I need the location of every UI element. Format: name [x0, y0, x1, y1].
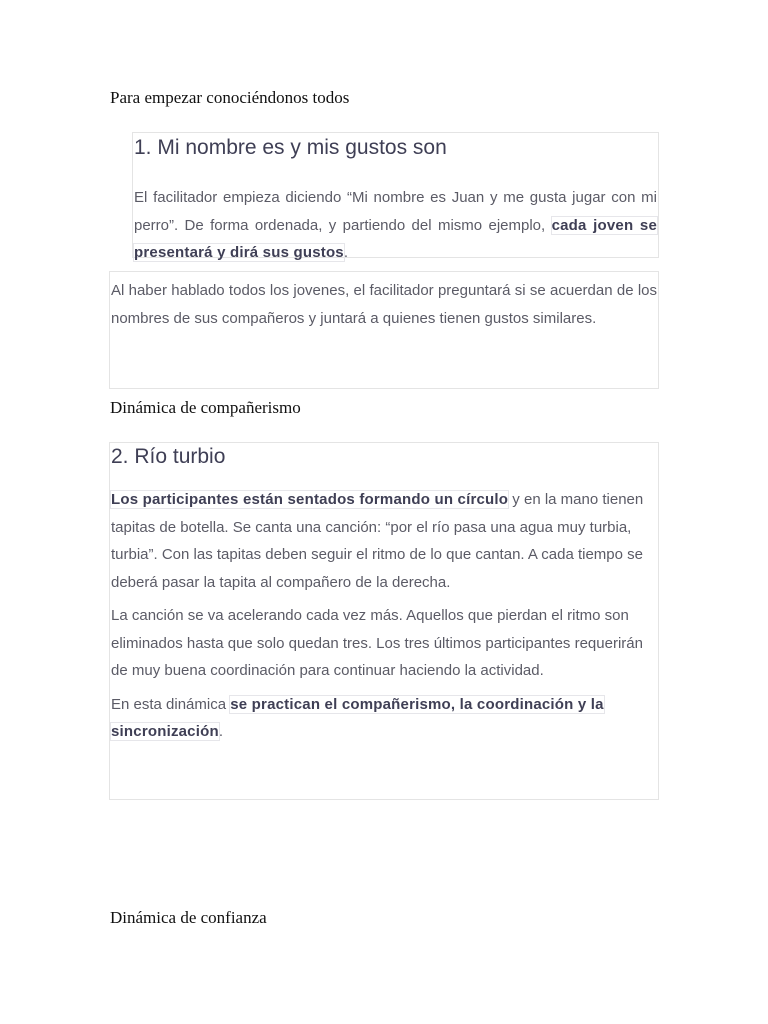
- activity-1-highlight: cada joven se presentará y dirá sus gustos: [134, 216, 657, 261]
- section-title-getting-to-know: Para empezar conociéndonos todos: [110, 88, 350, 107]
- activity-1-followup-card: [109, 271, 659, 389]
- activity-2-card: [109, 442, 659, 800]
- activity-2-paragraph-3: [111, 691, 657, 746]
- section-title-trust: Dinámica de confianza: [110, 908, 267, 927]
- activity-2-paragraph-1: [111, 486, 657, 596]
- activity-1-description-text: El facilitador empieza diciendo “Mi nombre es Juan y me gusta jugar con mi perro”. De forma ordenada, y partiendo del mismo ejemplo,: [134, 189, 657, 234]
- activity-2-paragraph-1-text: y en la mano tienen tapitas de botella. Se canta una canción: “por el río pasa una agua muy turbia, turbia”. Con las tapitas deben seguir el ritmo de lo que cantan. A cada tiempo se deberá pasar la tapita al compañero de la derecha.: [111, 491, 644, 591]
- activity-1-followup-text: Al haber hablado todos los jovenes, el facilitador preguntará si se acuerdan de los nombres de sus compañeros y juntará a quienes tienen gustos similares.: [111, 282, 657, 327]
- activity-2-highlight-1: Los participantes están sentados formando un círculo: [111, 491, 509, 508]
- activity-2-highlight-2: se practican el compañerismo, la coordinación y la sincronización: [111, 695, 604, 740]
- activity-2-paragraph-3-text: En esta dinámica: [111, 695, 231, 713]
- activity-2-heading: 2. Río turbio: [111, 445, 226, 468]
- activity-1-heading: 1. Mi nombre es y mis gustos son: [134, 136, 447, 159]
- activity-1-description-end: .: [343, 244, 349, 261]
- section-title-companionship: Dinámica de compañerismo: [110, 398, 301, 417]
- activity-2-paragraph-2: La canción se va acelerando cada vez más. Aquellos que pierdan el ritmo son eliminados hasta que solo quedan tres. Los tres últimos participantes requerirán de muy buena coordinación para continuar haciendo la actividad.: [111, 607, 643, 679]
- activity-1-description: [134, 184, 657, 267]
- activity-1-card: [132, 132, 659, 261]
- activity-2-paragraph-3-end: .: [218, 723, 223, 740]
